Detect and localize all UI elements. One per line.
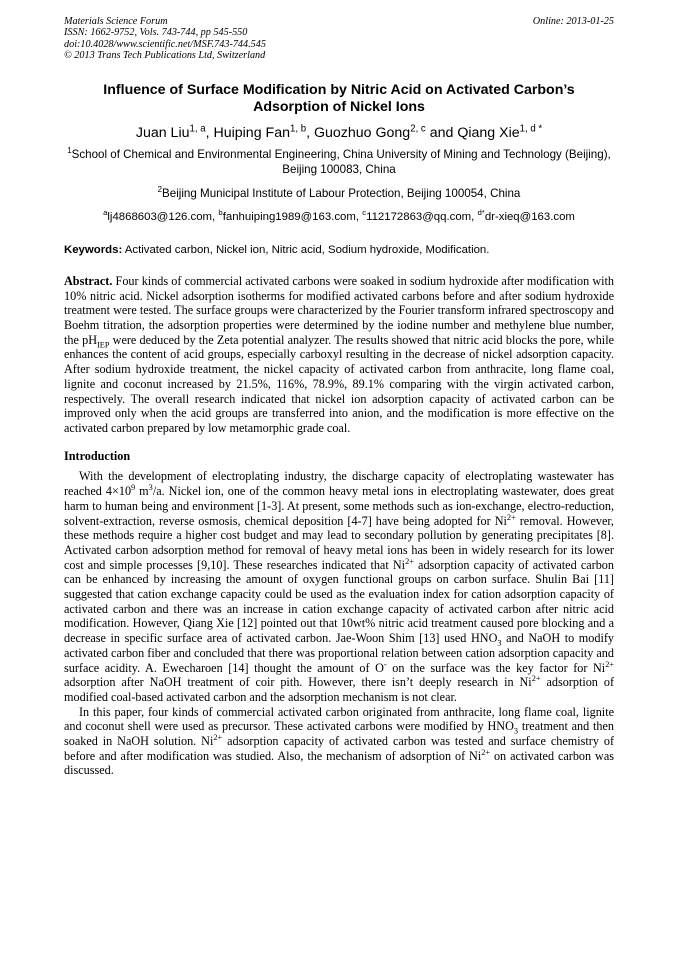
author-name: Huiping Fan	[213, 125, 290, 142]
email-mark: a	[103, 208, 108, 218]
paragraph-text: treatment and then soaked in NaOH solution. Ni	[64, 719, 614, 749]
author-separator: ,	[205, 125, 214, 142]
author-list	[64, 125, 614, 142]
email-list	[64, 210, 614, 224]
email-mark: c	[362, 208, 367, 218]
superscript: 3	[148, 483, 153, 493]
subscript: 3	[513, 726, 519, 736]
abstract-label: Abstract.	[64, 273, 113, 288]
email-address: lj4868603@126.com,	[107, 210, 219, 223]
author-name: Juan Liu	[135, 125, 190, 142]
keywords-text: Activated carbon, Nickel ion, Nitric acid, Sodium hydroxide, Modification.	[122, 243, 490, 256]
subscript: 3	[497, 638, 502, 648]
affiliation-2	[64, 187, 614, 202]
paragraph-text: With the development of electroplating industry, the discharge capacity of electroplating wastewater has reached 4×10	[64, 469, 614, 499]
author-affiliation-mark: 1, b	[289, 123, 307, 135]
superscript: 2+	[531, 674, 541, 684]
email-address: dr-xieq@163.com	[484, 210, 575, 223]
doi-line: doi:10.4028/www.scientific.net/MSF.743-744.545	[64, 38, 266, 50]
abstract-subscript: IEP	[97, 340, 110, 350]
author-affiliation-mark: 1, a	[189, 123, 206, 135]
author-and: and	[425, 125, 458, 142]
introduction-paragraph-1	[64, 469, 614, 704]
introduction-heading: Introduction	[64, 448, 131, 463]
email-address: fanhuiping1989@163.com,	[222, 210, 363, 223]
online-date: Online: 2013-01-25	[532, 16, 614, 27]
copyright-line: © 2013 Trans Tech Publications Ltd, Switzerland	[64, 49, 266, 61]
superscript: 2+	[405, 556, 414, 566]
superscript: 2+	[506, 512, 516, 522]
paragraph-text: m	[135, 484, 149, 499]
paragraph-text: In this paper, four kinds of commercial activated carbon originated from anthracite, long flame coal, lignite and coconut shell were used as precursor. These activated carbons were modified by HNO	[64, 704, 614, 734]
keywords-label: Keywords:	[64, 243, 123, 256]
affiliation-text: Beijing Municipal Institute of Labour Protection, Beijing 100054, China	[162, 187, 521, 201]
superscript: 2+	[481, 747, 491, 757]
paragraph-text: adsorption after NaOH treatment of coir pith. However, there isn’t deeply research in Ni	[64, 675, 532, 690]
paragraph-text: adsorption capacity of activated carbon can be enhanced by increasing the amount of oxygen functional groups on carbon surface. Shulin Bai [11] suggested that cation exchange capacity could be used as the evaluation index for cation adsorption capacity of activated carbon and there was an increase in cation exchange capacity of activated carbon after nitric acid modification. However, Qiang Xie [12] pointed out that 10wt% nitric acid treatment caused pore blocking and a decrease in specific surface area of activated carbon. Jae-Woon Shim [13] used HNO	[64, 557, 614, 646]
email-address: 112172863@qq.com,	[366, 210, 478, 223]
author-affiliation-mark: 1, d *	[519, 123, 543, 135]
paragraph-text: adsorption capacity of activated carbon was tested and surface chemistry of before and after modification was studied. Also, the mechanism of adsorption of Ni	[64, 734, 615, 763]
paragraph-text: and NaOH to modify activated carbon fiber and concluded that there was proportional relation between cation adsorption capacity and surface acidity. A. Ewecharoen [14] thought the amount of O	[64, 631, 614, 675]
issn-line: ISSN: 1662-9752, Vols. 743-744, pp 545-550	[64, 27, 248, 39]
journal-name: Materials Science Forum	[64, 16, 168, 27]
email-mark: b	[218, 208, 223, 218]
paragraph-text: removal. However, these methods require a higher cost budget and may lead to secondary pollution by generating precipitates [8]. Activated carbon adsorption method for removal of heavy metal ions has been in widely research for its lower cost and simple processes [9,10]. These researches indicated that Ni	[64, 513, 614, 572]
affiliation-text: School of Chemical and Environmental Engineering, China University of Mining and Technology (Beijing), Beijing 100083, China	[71, 148, 611, 176]
paragraph-text: /a. Nickel ion, one of the common heavy metal ions in electroplating wastewater, does great harm to human being and environment [1-3]. At present, some methods such as ion-exchange, electro-reduction, solvent-extraction, reverse osmosis, chemical deposition [4-7] have being adopted for Ni	[64, 484, 615, 528]
introduction-paragraph-2	[64, 705, 614, 779]
affiliation-1	[64, 148, 614, 177]
affiliation-mark: 2	[157, 185, 163, 195]
author-name: Guozhuo Gong	[313, 125, 411, 142]
paper-page	[64, 16, 614, 778]
paragraph-text: on activated carbon was discussed.	[64, 748, 614, 778]
paragraph-text: on the surface was the key factor for Ni	[386, 660, 606, 675]
superscript: 2+	[605, 659, 614, 669]
superscript: 9	[131, 483, 136, 493]
author-name: Qiang Xie	[457, 125, 520, 142]
keywords	[64, 243, 614, 257]
superscript: 2+	[213, 733, 223, 742]
paragraph-text: adsorption of modified coal-based activated carbon and the adsorption mechanism is not clear.	[64, 675, 614, 704]
author-affiliation-mark: 2, c	[410, 123, 426, 135]
abstract-text: Four kinds of commercial activated carbons were soaked in sodium hydroxide after modification with 10% nitric acid. Nickel adsorption isotherms for modified activated carbons before and after sodium hydroxide treatment were tested. The surface groups were characterized by the Fourier transform infrared spectroscopy and Boehm titration, the adsorption properties were determined by the iodine number and methylene blue number, the pH	[64, 273, 614, 347]
author-separator: ,	[306, 125, 314, 142]
email-mark: d*	[477, 208, 485, 218]
paper-title: Influence of Surface Modification by Nitric Acid on Activated Carbon’s Adsorption of Nickel Ions	[103, 82, 575, 116]
superscript: -	[383, 659, 387, 669]
affiliation-mark: 1	[67, 146, 72, 156]
abstract	[64, 274, 614, 436]
journal-header	[64, 16, 614, 61]
abstract-text: were deduced by the Zeta potential analyzer. The results showed that nitric acid blocks the pore, while enhances the content of acid groups, especially carboxyl resulting in the decrease of nickel adsorption capacity. After sodium hydroxide treatment, the nickel capacity of activated carbon from anthracite, long flame coal, lignite and coconut increased by 21.5%, 116%, 78.9%, 89.1% comparing with the virgin activated carbon, respectively. The overall research indicated that nickel ion adsorption capacity of activated carbon can be improved only when the acid groups are transferred into anion, and the modification is more effective on the activated carbon prepared by low metamorphic grade coal.	[64, 332, 614, 435]
